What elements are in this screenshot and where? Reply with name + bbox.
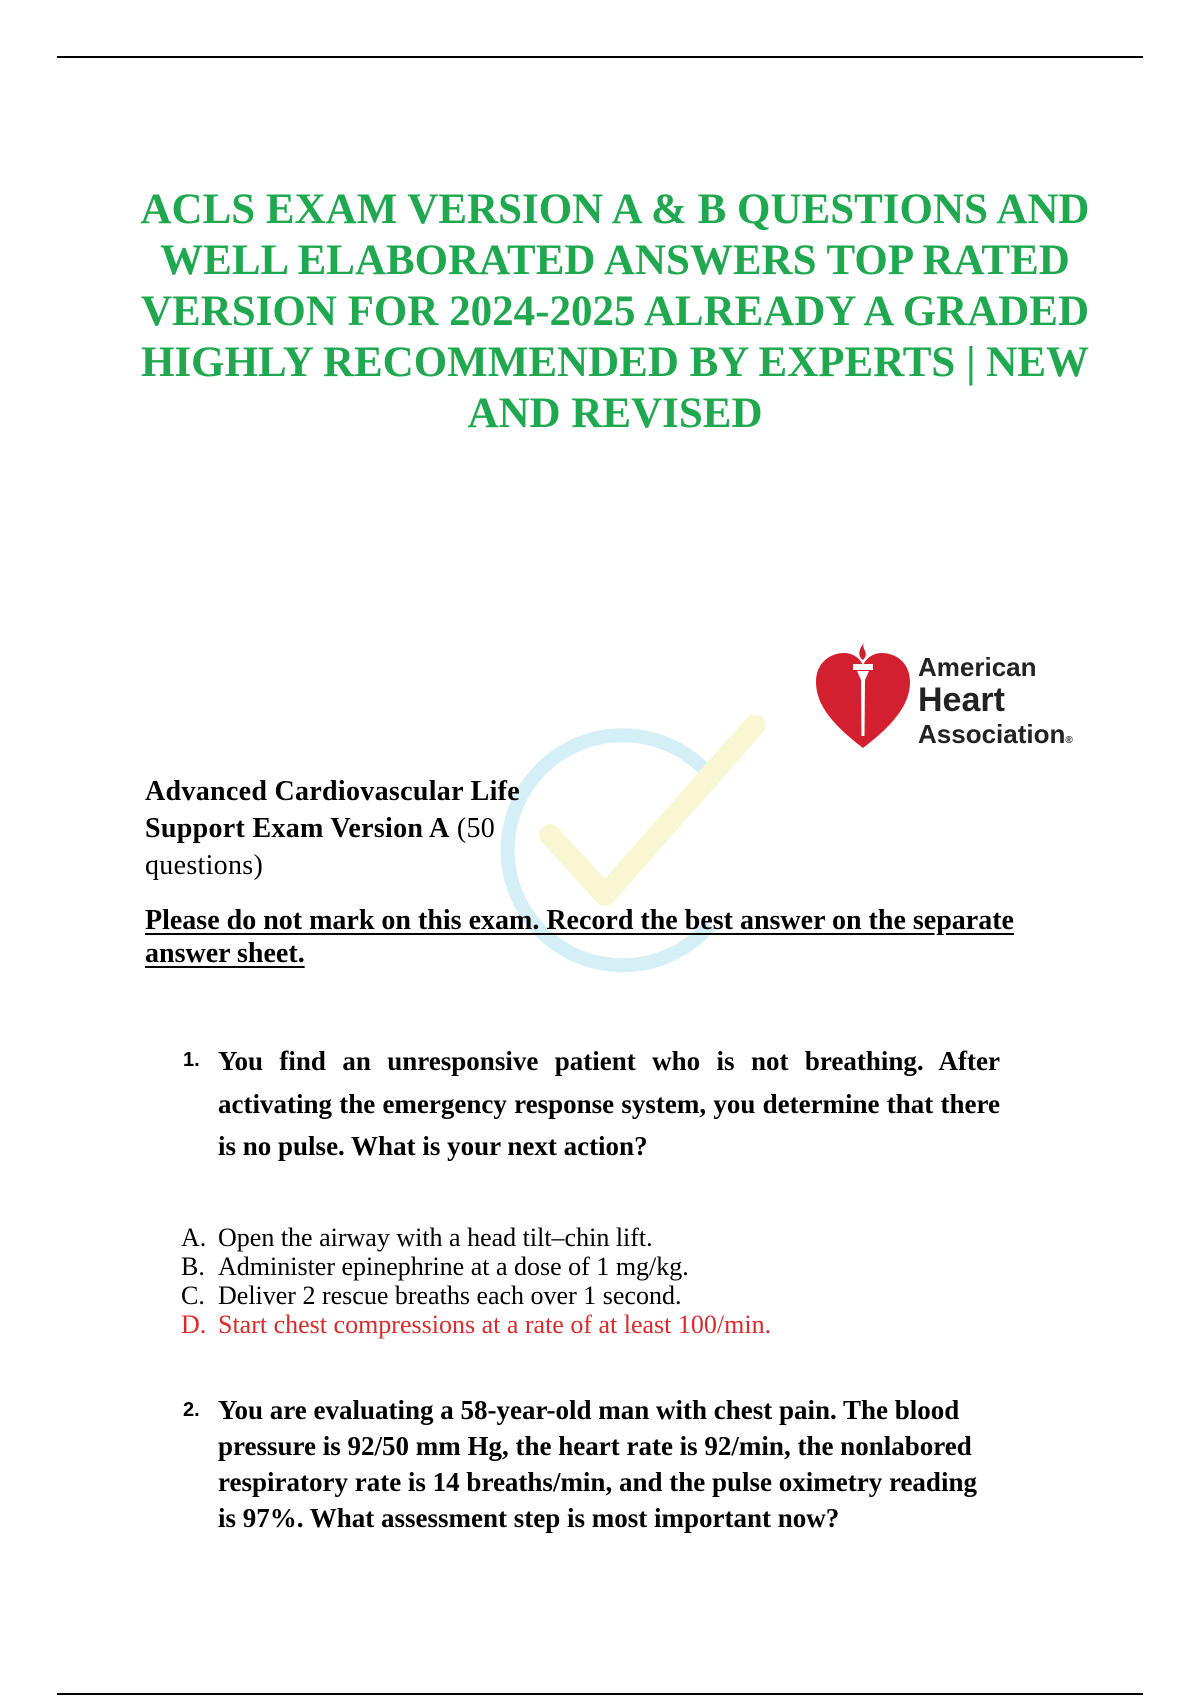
option-a (181, 1223, 1081, 1252)
option-b (181, 1252, 1081, 1281)
aha-logo (813, 640, 1093, 755)
question-number: 1. (183, 1049, 200, 1071)
registered-mark: ® (1065, 735, 1073, 746)
option-text: Open the airway with a head tilt–chin lift. (218, 1223, 653, 1252)
aha-logo-text (918, 654, 1073, 747)
option-letter: A. (181, 1223, 207, 1252)
option-text: Deliver 2 rescue breaths each over 1 second. (218, 1281, 682, 1310)
option-letter: D. (181, 1310, 207, 1339)
document-title: ACLS EXAM VERSION A & B QUESTIONS AND WELL ELABORATED ANSWERS TOP RATED VERSION FOR 2024-2025 ALREADY A GRADED HIGHLY RECOMMENDED BY EXPERTS | NEW AND REVISED (140, 186, 1090, 437)
exam-subtitle-bold: Advanced Cardiovascular Life Support Exam Version A (145, 776, 520, 844)
question-2 (180, 1392, 1000, 1536)
question-1 (180, 1040, 1000, 1168)
exam-subtitle (145, 773, 575, 884)
logo-line-heart: Heart (918, 681, 1005, 719)
option-c (181, 1281, 1081, 1310)
exam-instruction (145, 904, 1075, 970)
option-text: Start chest compressions at a rate of at least 100/min. (218, 1310, 772, 1339)
option-text: Administer epinephrine at a dose of 1 mg/kg. (218, 1252, 689, 1281)
bottom-rule (57, 1693, 1143, 1695)
instruction-part-2: answer sheet. (145, 938, 305, 969)
logo-line-association: Association (918, 719, 1066, 749)
option-letter: C. (181, 1281, 205, 1310)
top-rule (57, 56, 1143, 58)
heart-torch-icon (813, 640, 913, 755)
option-d-correct-answer (181, 1310, 1081, 1339)
question-text: You are evaluating a 58-year-old man with chest pain. The blood pressure is 92/50 mm Hg, the heart rate is 92/min, the nonlabored respiratory rate is 14 breaths/min, and the pulse oximetry reading is 97%. What assessment step is most important now? (218, 1395, 977, 1533)
exam-subtitle-count: (50 questions) (145, 813, 496, 881)
instruction-part-1: Please do not mark on this exam. Record the best answer on the separate (145, 905, 1014, 936)
question-1-options (181, 1223, 1081, 1339)
option-letter: B. (181, 1252, 205, 1281)
question-text: You find an unresponsive patient who is not breathing. After activating the emergency response system, you determine that there is no pulse. What is your next action? (218, 1046, 1000, 1161)
logo-line-american: American (918, 652, 1037, 682)
question-number: 2. (183, 1399, 200, 1421)
